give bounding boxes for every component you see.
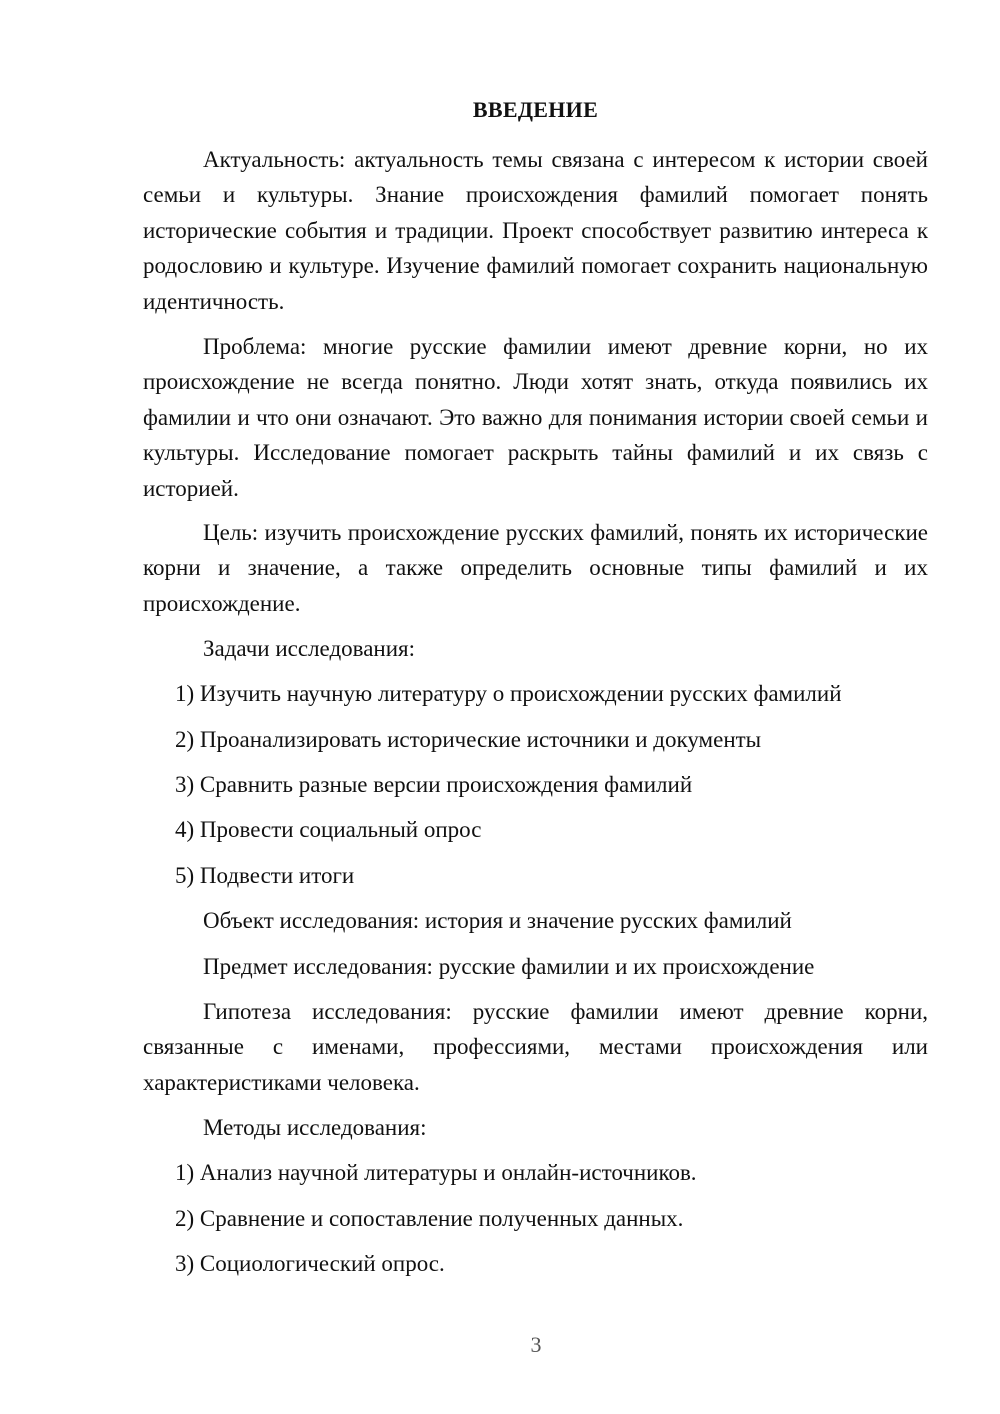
research-object: Объект исследования: история и значение русских фамилий (203, 908, 792, 933)
task-item: 2) Проанализировать исторические источники и документы (175, 727, 762, 752)
method-item: 3) Социологический опрос. (175, 1251, 445, 1276)
method-item: 1) Анализ научной литературы и онлайн-источников. (175, 1160, 697, 1185)
goal-paragraph: Цель: изучить происхождение русских фамилий, понять их исторические корни и значение, а также определить основные типы фамилий и их происхождение. (143, 520, 928, 616)
relevance-paragraph: Актуальность: актуальность темы связана с интересом к истории своей семьи и культуры. Знание происхождения фамилий помогает понять исторические события и традиции. Проект способствует развитию интереса к родословию и культуре. Изучение фамилий помогает сохранить национальную идентичность. (143, 147, 928, 314)
research-subject: Предмет исследования: русские фамилии и их происхождение (203, 954, 815, 979)
page-number: 3 (530, 1332, 542, 1357)
document-title: ВВЕДЕНИЕ (472, 97, 599, 122)
task-item: 1) Изучить научную литературу о происхождении русских фамилий (175, 681, 842, 706)
task-item: 5) Подвести итоги (175, 863, 355, 888)
task-item: 4) Провести социальный опрос (175, 817, 482, 842)
hypothesis-paragraph: Гипотеза исследования: русские фамилии имеют древние корни, связанные с именами, профессиями, местами происхождения или характеристиками человека. (143, 999, 928, 1095)
task-item: 3) Сравнить разные версии происхождения фамилий (175, 772, 693, 797)
method-item: 2) Сравнение и сопоставление полученных данных. (175, 1206, 684, 1231)
problem-paragraph: Проблема: многие русские фамилии имеют древние корни, но их происхождение не всегда понятно. Люди хотят знать, откуда появились их фамилии и что они означают. Это важно для понимания истории своей семьи и культуры. Исследование помогает раскрыть тайны фамилий и их связь с историей. (143, 334, 928, 501)
tasks-heading: Задачи исследования: (203, 636, 416, 661)
methods-heading: Методы исследования: (203, 1115, 427, 1140)
